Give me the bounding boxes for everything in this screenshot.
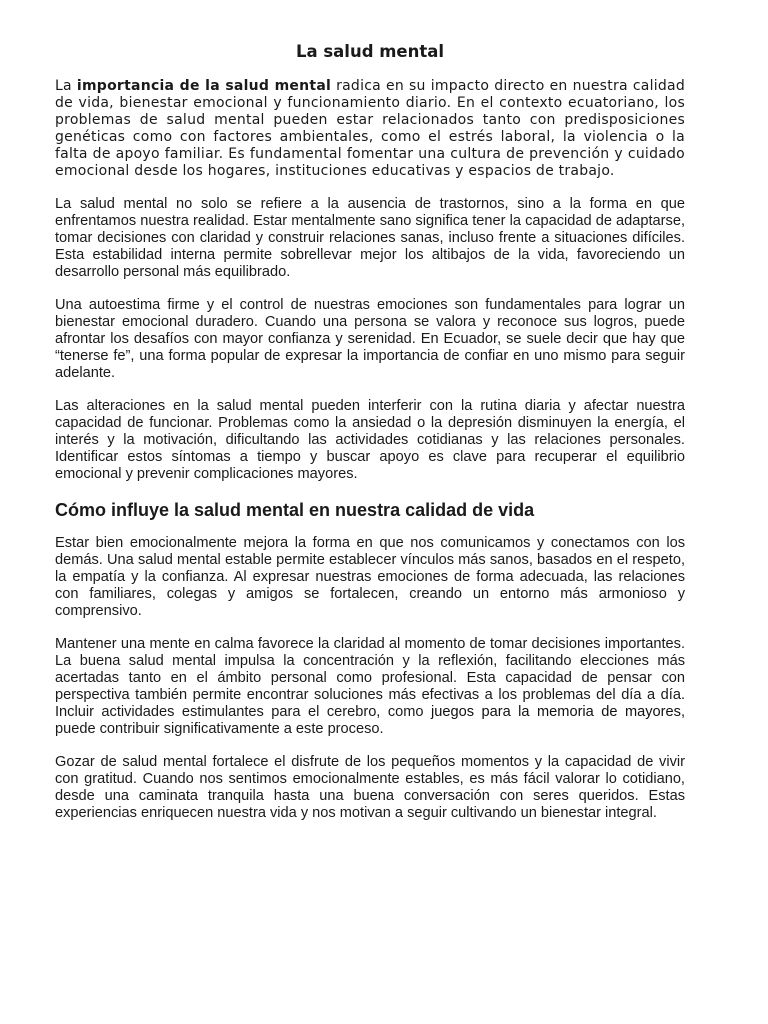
intro-paragraph [55, 78, 685, 180]
paragraph-decisiones [55, 636, 685, 738]
intro-bold-phrase: importancia de la salud mental [76, 78, 332, 94]
page-title: La salud mental [295, 42, 445, 61]
intro-prefix: La [55, 78, 77, 94]
memory-games-link[interactable]: juegos para la memoria de mayores [431, 704, 681, 720]
paragraph-autoestima: Una autoestima firme y el control de nuestras emociones son fundamentales para lograr un bienestar emocional duradero. Cuando una persona se valora y reconoce sus logros, puede afrontar los desafíos con mayor confianza y serenidad. En Ecuador, se suele decir que hay que “tenerse fe”, una forma popular de expresar la importancia de confiar en uno mismo para seguir adelante. [55, 297, 685, 381]
decisiones-text: Mantener una mente en calma favorece la claridad al momento de tomar decisiones importantes. La buena salud mental impulsa la concentración y la reflexión, facilitando elecciones más acertadas tanto en el ámbito personal como profesional. Esta capacidad de pensar con perspectiva también permite encontrar soluciones más efectivas a los problemas del día a día. Incluir actividades estimulantes para el cerebro, como [55, 636, 685, 720]
document-page [55, 40, 685, 838]
intro-rest: radica en su impacto directo en nuestra calidad de vida, bienestar emocional y funcionamiento diario. En el contexto ecuatoriano, los problemas de salud mental pueden estar relacionados tanto con predisposiciones genéticas como con factores ambientales, como el estrés laboral, la violencia o la falta de apoyo familiar. Es fundamental fomentar una cultura de prevención y cuidado emocional desde los hogares, instituciones educativas y espacios de trabajo. [55, 78, 685, 179]
paragraph-definition: La salud mental no solo se refiere a la ausencia de trastornos, sino a la forma en que enfrentamos nuestra realidad. Estar mentalmente sano significa tener la capacidad de adaptarse, tomar decisiones con claridad y construir relaciones sanas, incluso frente a situaciones difíciles. Esta estabilidad interna permite sobrellevar mejor los altibajos de la vida, favoreciendo un desarrollo personal más equilibrado. [55, 196, 685, 280]
paragraph-comunicacion: Estar bien emocionalmente mejora la forma en que nos comunicamos y conectamos con los demás. Una salud mental estable permite establecer vínculos más sanos, basados en el respeto, la empatía y la confianza. Al expresar nuestras emociones de forma adecuada, las relaciones con familiares, colegas y amigos se fortalecen, creando un entorno más armonioso y comprensivo. [55, 535, 685, 619]
paragraph-gratitud: Gozar de salud mental fortalece el disfrute de los pequeños momentos y la capacidad de vivir con gratitud. Cuando nos sentimos emocionalmente estables, es más fácil valorar lo cotidiano, desde una caminata tranquila hasta una buena conversación con seres queridos. Estas experiencias enriquecen nuestra vida y nos motivan a seguir cultivando un bienestar integral. [55, 754, 685, 821]
section-heading: Cómo influye la salud mental en nuestra calidad de vida [55, 500, 535, 520]
paragraph-alteraciones: Las alteraciones en la salud mental pueden interferir con la rutina diaria y afectar nuestra capacidad de funcionar. Problemas como la ansiedad o la depresión disminuyen la energía, el interés y la motivación, dificultando las actividades cotidianas y las relaciones personales. Identificar estos síntomas a tiempo y buscar apoyo es clave para recuperar el equilibrio emocional y prevenir complicaciones mayores. [55, 398, 685, 482]
decisiones-text-end: , puede contribuir significativamente a este proceso. [55, 704, 685, 737]
